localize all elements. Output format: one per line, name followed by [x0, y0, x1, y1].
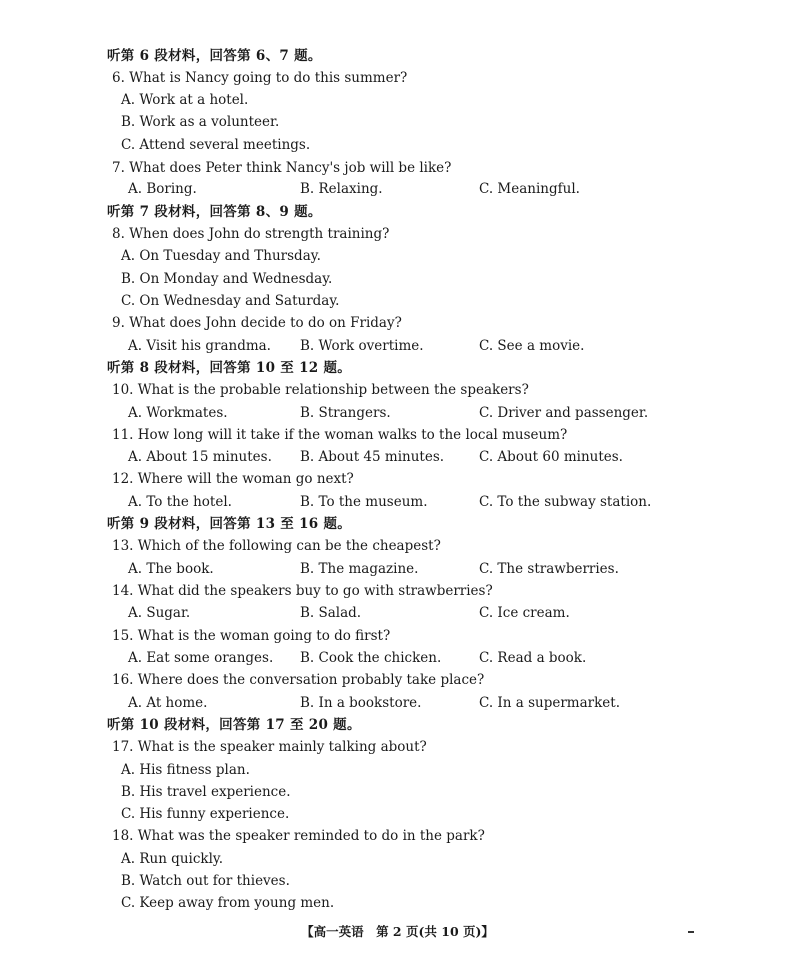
- option-10a: A. Workmates.: [128, 405, 228, 421]
- option-7c: C. Meaningful.: [479, 181, 580, 197]
- question-18: 18. What was the speaker reminded to do in the park?: [112, 828, 485, 844]
- option-11b: B. About 45 minutes.: [300, 449, 445, 465]
- option-15c: C. Read a book.: [479, 650, 587, 666]
- option-12a: A. To the hotel.: [128, 494, 232, 510]
- section-heading: 听第 7 段材料，回答第 8、9 题。: [107, 204, 322, 220]
- option-17a: A. His fitness plan.: [121, 762, 250, 778]
- question-6: 6. What is Nancy going to do this summer?: [112, 70, 408, 86]
- option-8b: B. On Monday and Wednesday.: [121, 271, 333, 287]
- question-8: 8. When does John do strength training?: [112, 226, 390, 242]
- option-9b: B. Work overtime.: [300, 338, 424, 354]
- option-6a: A. Work at a hotel.: [121, 92, 249, 108]
- option-12b: B. To the museum.: [300, 494, 428, 510]
- option-18a: A. Run quickly.: [121, 851, 224, 867]
- option-9a: A. Visit his grandma.: [128, 338, 271, 354]
- question-14: 14. What did the speakers buy to go with strawberries?: [112, 583, 493, 599]
- option-6b: B. Work as a volunteer.: [121, 114, 280, 130]
- option-15b: B. Cook the chicken.: [300, 650, 442, 666]
- question-15: 15. What is the woman going to do first?: [112, 628, 391, 644]
- question-7: 7. What does Peter think Nancy's job will be like?: [112, 160, 452, 176]
- option-14a: A. Sugar.: [128, 605, 191, 621]
- option-13b: B. The magazine.: [300, 561, 419, 577]
- question-11: 11. How long will it take if the woman walks to the local museum?: [112, 427, 568, 443]
- section-heading: 听第 6 段材料，回答第 6、7 题。: [107, 48, 322, 64]
- section-heading: 听第 8 段材料，回答第 10 至 12 题。: [107, 360, 352, 376]
- option-8a: A. On Tuesday and Thursday.: [121, 248, 321, 264]
- option-8c: C. On Wednesday and Saturday.: [121, 293, 340, 309]
- option-13c: C. The strawberries.: [479, 561, 619, 577]
- option-9c: C. See a movie.: [479, 338, 585, 354]
- option-17c: C. His funny experience.: [121, 806, 290, 822]
- question-17: 17. What is the speaker mainly talking about?: [112, 739, 427, 755]
- option-18c: C. Keep away from young men.: [121, 895, 335, 911]
- question-16: 16. Where does the conversation probably take place?: [112, 672, 485, 688]
- question-13: 13. Which of the following can be the cheapest?: [112, 538, 441, 554]
- question-10: 10. What is the probable relationship between the speakers?: [112, 382, 529, 398]
- section-heading: 听第 10 段材料，回答第 17 至 20 题。: [107, 717, 361, 733]
- option-10c: C. Driver and passenger.: [479, 405, 649, 421]
- option-7b: B. Relaxing.: [300, 181, 383, 197]
- section-heading: 听第 9 段材料，回答第 13 至 16 题。: [107, 516, 352, 532]
- option-16a: A. At home.: [128, 695, 208, 711]
- option-7a: A. Boring.: [128, 181, 197, 197]
- option-6c: C. Attend several meetings.: [121, 137, 311, 153]
- question-9: 9. What does John decide to do on Friday?: [112, 315, 402, 331]
- option-11c: C. About 60 minutes.: [479, 449, 623, 465]
- page-footer: [0, 923, 800, 941]
- option-16b: B. In a bookstore.: [300, 695, 422, 711]
- option-11a: A. About 15 minutes.: [128, 449, 272, 465]
- option-14c: C. Ice cream.: [479, 605, 570, 621]
- question-12: 12. Where will the woman go next?: [112, 471, 354, 487]
- option-14b: B. Salad.: [300, 605, 362, 621]
- option-17b: B. His travel experience.: [121, 784, 291, 800]
- option-15a: A. Eat some oranges.: [128, 650, 274, 666]
- option-13a: A. The book.: [128, 561, 214, 577]
- footer-page-number: 【高一英语 第 2 页(共 10 页)】: [301, 924, 494, 939]
- corner-mark: [688, 931, 694, 933]
- option-10b: B. Strangers.: [300, 405, 391, 421]
- option-18b: B. Watch out for thieves.: [121, 873, 290, 889]
- option-16c: C. In a supermarket.: [479, 695, 620, 711]
- option-12c: C. To the subway station.: [479, 494, 652, 510]
